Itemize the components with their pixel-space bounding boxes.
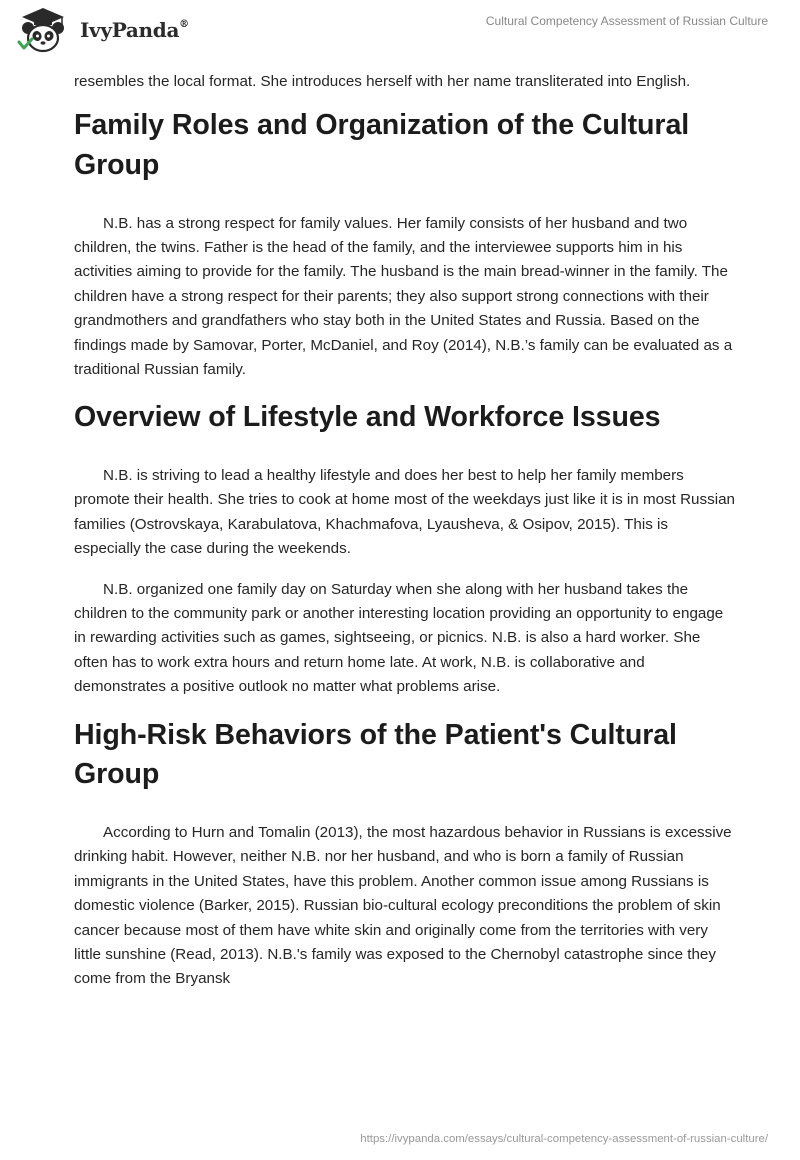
section-heading-lifestyle: Overview of Lifestyle and Workforce Issues [74, 401, 661, 434]
section-heading-family-roles: Family Roles and Organization of the Cultural Group [74, 109, 690, 181]
section-heading-high-risk: High-Risk Behaviors of the Patient's Cultural Group [74, 718, 677, 791]
registered-mark: ® [179, 19, 189, 31]
logo-name: IvyPanda [80, 18, 180, 42]
paragraph-high-risk: According to Hurn and Tomalin (2013), the most hazardous behavior in Russians is excessive drinking habit. However, neither N.B. nor her husband, and who is born a family of Russian immigrants in the United States, have this problem. Another common issue among Russians is domestic violence (Barker, 2015). Russian bio-cultural ecology preconditions the problem of skin cancer because most of them have white skin and originally come from the territories with very little sunshine (Read, 2013). N.B.'s family was exposed to the Chernobyl catastrophe since they come from the Bryansk [74, 823, 732, 988]
document-title: Cultural Competency Assessment of Russian Culture [485, 14, 768, 28]
intro-paragraph: resembles the local format. She introduces herself with her name transliterated into English. [74, 73, 691, 90]
panda-graduate-icon [14, 6, 72, 54]
site-logo[interactable] [14, 6, 189, 54]
paragraph-lifestyle-1: N.B. is striving to lead a healthy lifestyle and does her best to help her family members promote their health. She tries to cook at home most of the weekdays just like it is in most Russian families (Ostrovskaya, Karabulatova, Khachmafova, Lyausheva, & Osipov, 2015). This is especially the case during the weekends. [74, 467, 735, 558]
logo-text [80, 18, 189, 42]
essay-content [74, 70, 736, 1008]
source-url[interactable]: https://ivypanda.com/essays/cultural-competency-assessment-of-russian-culture/ [360, 1133, 768, 1145]
paragraph-family-roles: N.B. has a strong respect for family values. Her family consists of her husband and two children, the twins. Father is the head of the family, and the interviewee supports him in his activities aiming to provide for the family. The husband is the main bread-winner in the family. The children have a strong respect for their parents; they also support strong connections with their grandmothers and grandfathers who stay both in the United States and Russia. Based on the findings made by Samovar, Porter, McDaniel, and Roy (2014), N.B.’s family can be evaluated as a traditional Russian family. [74, 214, 733, 379]
paragraph-lifestyle-2: N.B. organized one family day on Saturday when she along with her husband takes the children to the community park or another interesting location providing an opportunity to engage in rewarding activities such as games, sightseeing, or picnics. N.B. is also a hard worker. She often has to work extra hours and return home late. At work, N.B. is collaborative and demonstrates a positive outlook no matter what problems arise. [74, 580, 724, 696]
page-header [0, 0, 800, 68]
